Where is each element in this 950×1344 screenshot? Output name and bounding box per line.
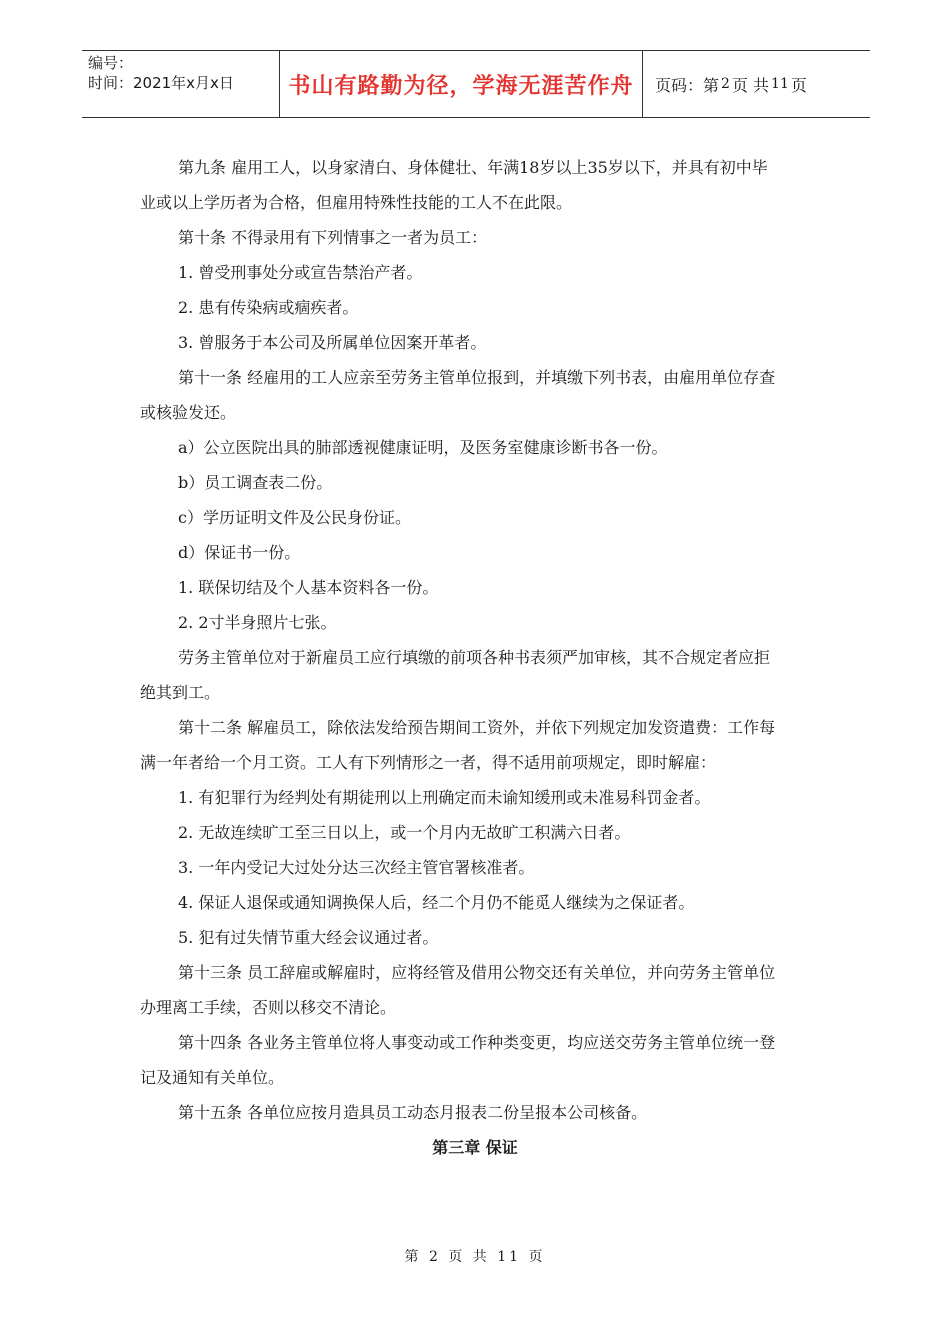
paragraph-line: 1. 有犯罪行为经判处有期徒刑以上刑确定而未谕知缓刑或未准易科罚金者。 <box>178 788 711 807</box>
paragraph-line: 3. 曾服务于本公司及所属单位因案开革者。 <box>178 333 487 352</box>
paragraph-line: 5. 犯有过失情节重大经会议通过者。 <box>178 928 439 947</box>
paragraph-line: d）保证书一份。 <box>178 543 301 562</box>
doc-number-label: 编号： <box>88 54 134 72</box>
paragraph-line: 劳务主管单位对于新雇员工应行填缴的前项各种书表须严加审核，其不合规定者应拒 <box>178 648 771 667</box>
date-label: 时间：2021年x月x日 <box>88 74 234 92</box>
paragraph-line: 第十三条 员工辞雇或解雇时，应将经管及借用公物交还有关单位，并向劳务主管单位 <box>178 963 776 982</box>
paragraph-line: 2. 患有传染病或痼疾者。 <box>178 298 359 317</box>
header-slogan: 书山有路勤为径，学海无涯苦作舟 <box>280 51 643 117</box>
paragraph-line: 记及通知有关单位。 <box>140 1068 285 1087</box>
header-page-info <box>643 51 870 117</box>
page-footer: 第 2 页 共 11 页 <box>404 1249 546 1265</box>
paragraph-line: 第九条 雇用工人，以身家清白、身体健壮、年满18岁以上35岁以下，并具有初中毕 <box>178 158 768 177</box>
page-end: 页 <box>790 75 807 95</box>
paragraph-line: a）公立医院出具的肺部透视健康证明，及医务室健康诊断书各一份。 <box>178 438 668 457</box>
paragraph-line: 4. 保证人退保或通知调换保人后，经二个月仍不能觅人继续为之保证者。 <box>178 893 695 912</box>
page-current: 2 <box>721 76 730 92</box>
paragraph-line: 1. 联保切结及个人基本资料各一份。 <box>178 578 439 597</box>
paragraph-line: 或核验发还。 <box>140 403 237 422</box>
document-body <box>140 150 810 1165</box>
paragraph-line: 业或以上学历者为合格，但雇用特殊性技能的工人不在此限。 <box>140 193 573 212</box>
paragraph-line: 第十条 不得录用有下列情事之一者为员工： <box>178 228 488 247</box>
paragraph-line: b）员工调查表二份。 <box>178 473 333 492</box>
header-meta <box>82 51 280 117</box>
paragraph-line: 1. 曾受刑事处分或宣告禁治产者。 <box>178 263 423 282</box>
paragraph-line: 第十二条 解雇员工，除依法发给预告期间工资外，并依下列规定加发资遣费：工作每 <box>178 718 776 737</box>
page-total: 11 <box>771 76 789 92</box>
page-mid: 页 共 <box>731 75 770 95</box>
chapter-title: 第三章 保证 <box>432 1138 518 1157</box>
paragraph-line: 办理离工手续，否则以移交不清论。 <box>140 998 397 1017</box>
document-header <box>82 50 870 118</box>
paragraph-line: 第十一条 经雇用的工人应亲至劳务主管单位报到，并填缴下列书表，由雇用单位存查 <box>178 368 776 387</box>
paragraph-line: 绝其到工。 <box>140 683 221 702</box>
paragraph-line: 2. 2寸半身照片七张。 <box>178 613 337 632</box>
paragraph-line: 第十五条 各单位应按月造具员工动态月报表二份呈报本公司核备。 <box>178 1103 648 1122</box>
paragraph-line: 2. 无故连续旷工至三日以上，或一个月内无故旷工积满六日者。 <box>178 823 631 842</box>
paragraph-line: 满一年者给一个月工资。工人有下列情形之一者，得不适用前项规定，即时解雇： <box>140 753 717 772</box>
paragraph-line: 3. 一年内受记大过处分达三次经主管官署核准者。 <box>178 858 535 877</box>
paragraph-line: 第十四条 各业务主管单位将人事变动或工作种类变更，均应送交劳务主管单位统一登 <box>178 1033 776 1052</box>
paragraph-line: c）学历证明文件及公民身份证。 <box>178 508 411 527</box>
page-label: 页码：第 <box>655 75 720 95</box>
